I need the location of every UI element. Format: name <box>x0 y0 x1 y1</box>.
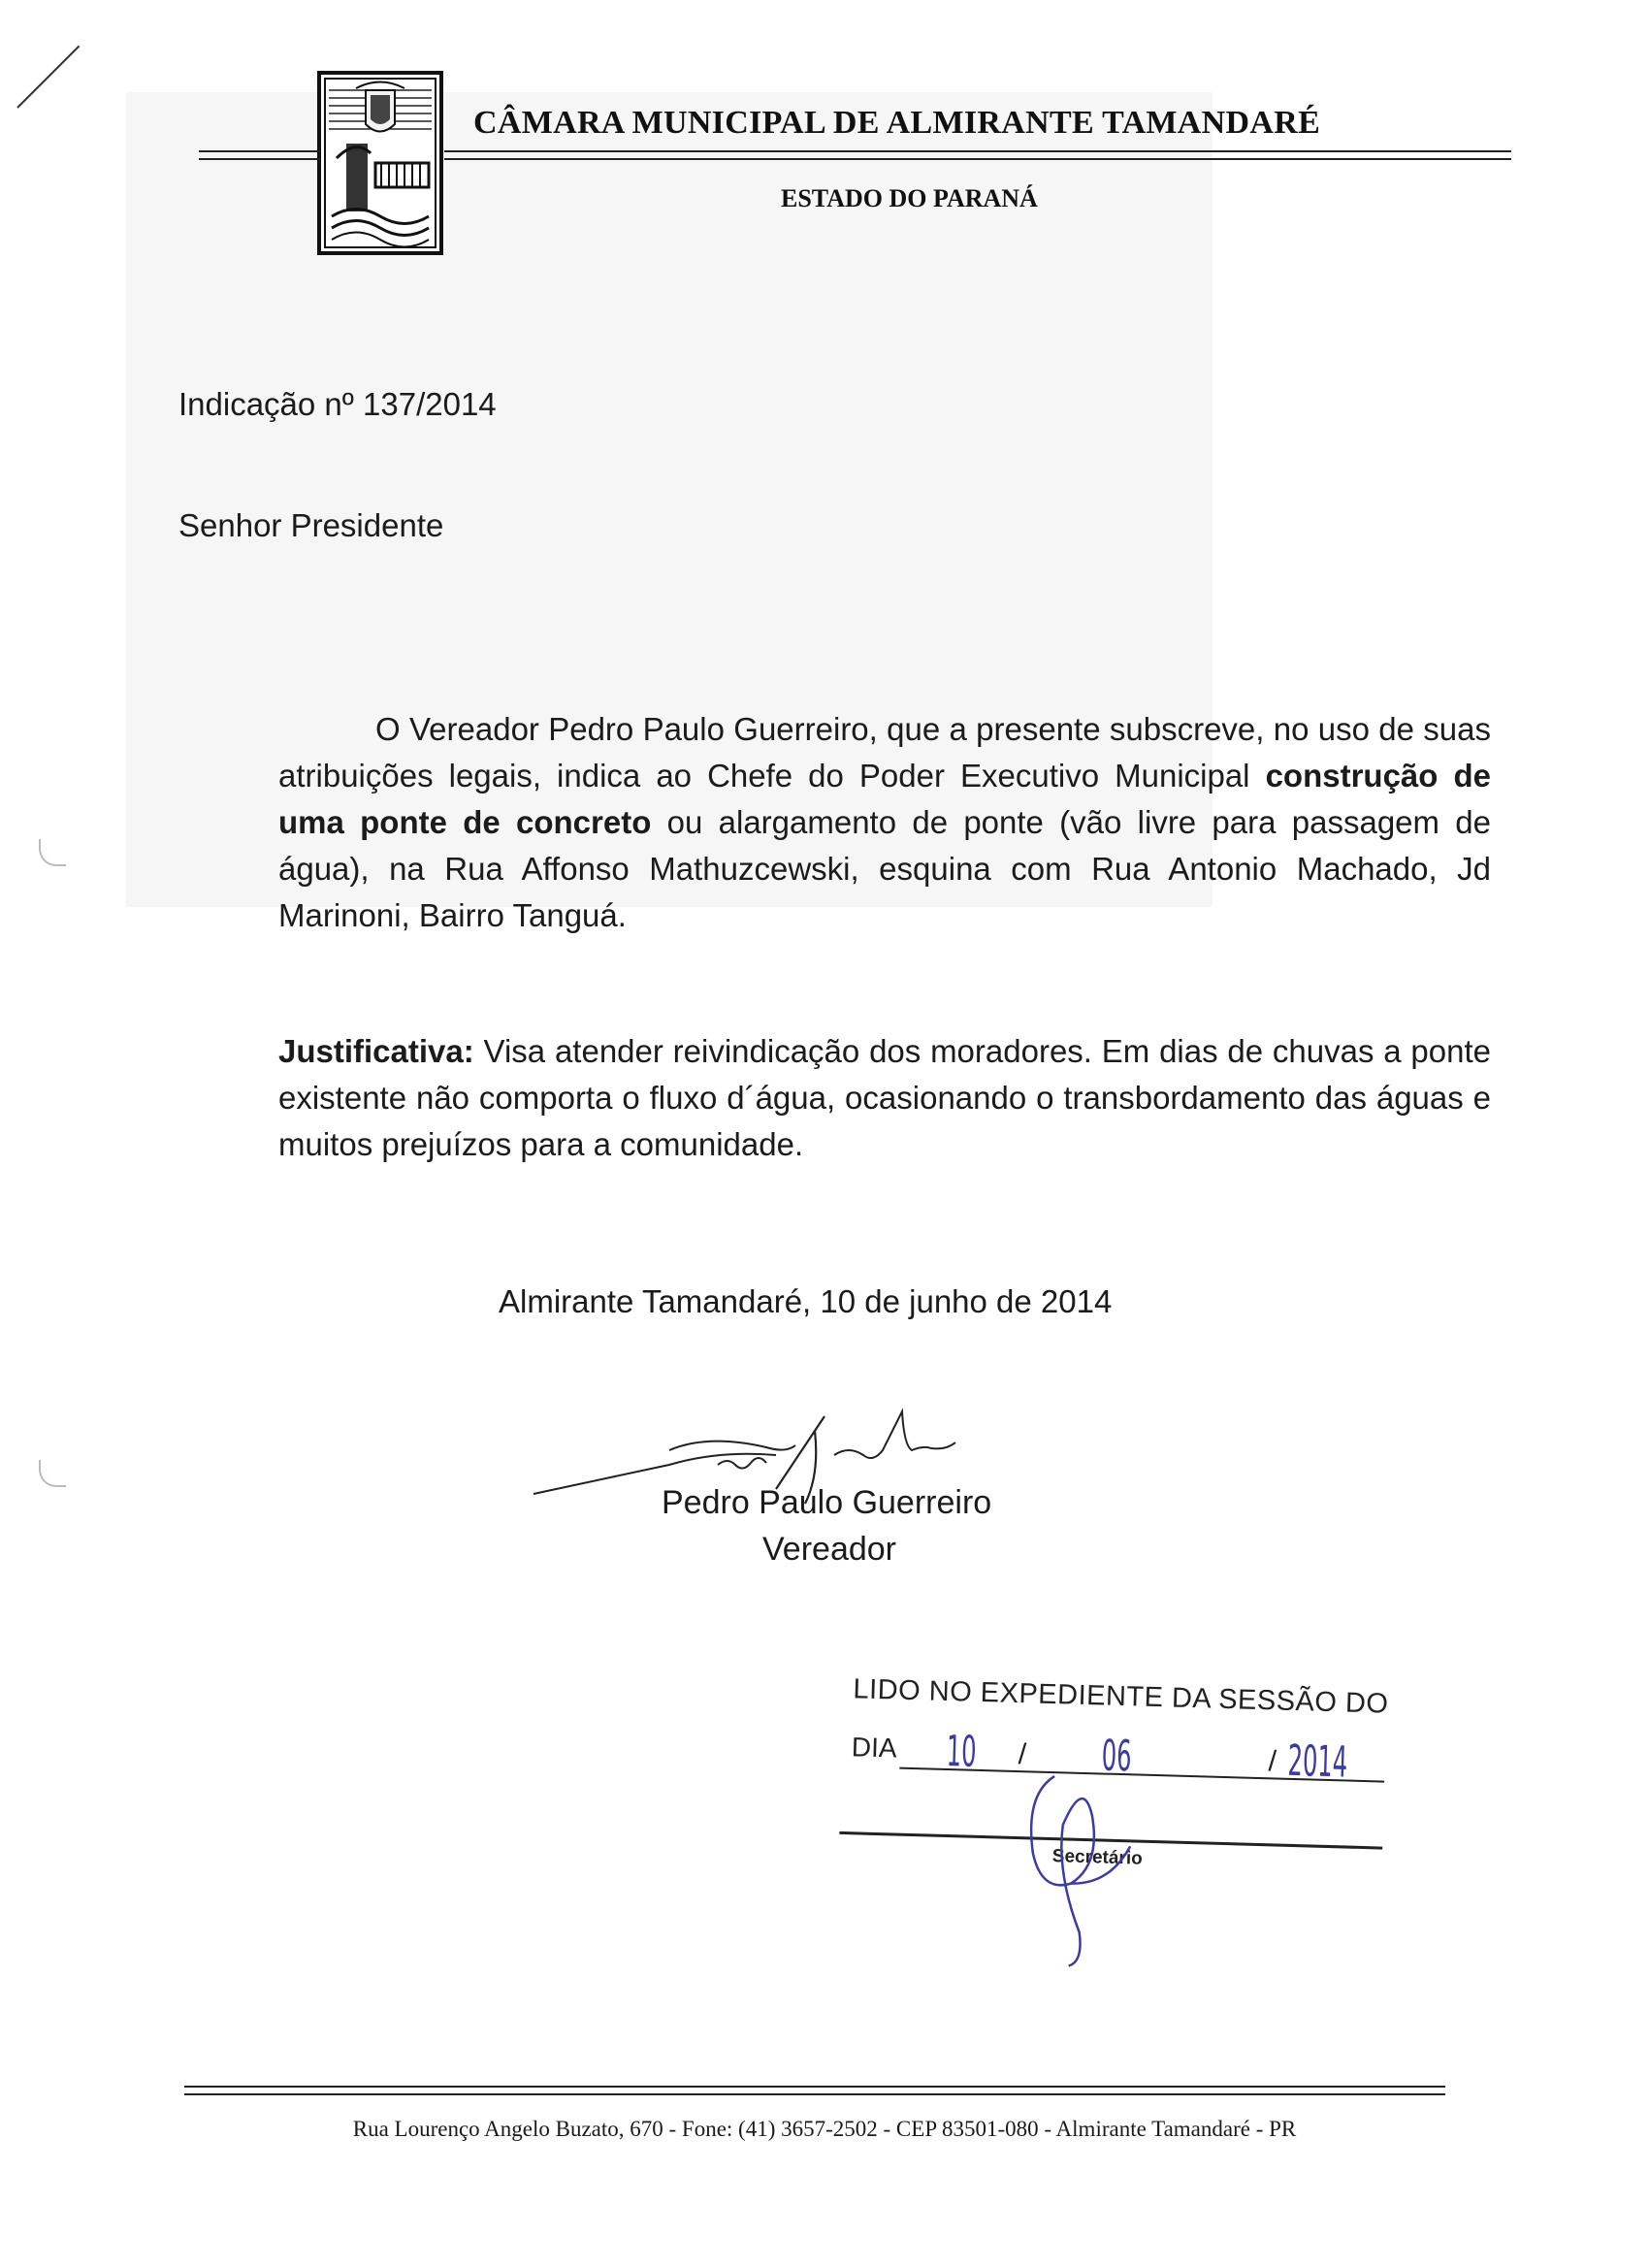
stamp-heading: LIDO NO EXPEDIENTE DA SESSÃO DO <box>853 1673 1389 1720</box>
signatory-name: Pedro Paulo Guerreiro <box>662 1484 992 1521</box>
stamp-secretary-label: Secretário <box>1051 1846 1144 1869</box>
justification-paragraph <box>278 1028 1491 1168</box>
corner-pen-mark <box>16 46 80 109</box>
justification-text: Visa atender reivindicação dos moradores. Em dias de chuvas a ponte existente não comporta o fluxo d´água, ocasionando o transbordamento das águas e muitos prejuízos para a comunidade. <box>278 1033 1491 1162</box>
header-rule-left <box>199 150 320 152</box>
document-reference: Indicação nº 137/2014 <box>178 386 497 422</box>
secretary-initials-scribble <box>1011 1736 1153 1973</box>
stamp-separator: / <box>1268 1745 1277 1778</box>
footer-rule <box>184 2086 1445 2088</box>
reading-stamp <box>836 1673 1416 1980</box>
paragraph-bold-request: construção de uma ponte de concreto <box>278 758 1491 840</box>
state-subtitle: ESTADO DO PARANÁ <box>781 184 1038 212</box>
justification-label: Justificativa: <box>278 1033 474 1069</box>
salutation: Senhor Presidente <box>178 507 444 543</box>
stamp-day-label: DIA <box>851 1732 897 1764</box>
punch-hole-mark <box>39 1460 66 1487</box>
header-rule-right <box>444 150 1511 152</box>
main-paragraph <box>278 706 1491 939</box>
punch-hole-mark <box>39 839 66 866</box>
signatory-role: Vereador <box>762 1531 896 1568</box>
paragraph-text-part1: O Vereador Pedro Paulo Guerreiro, que a presente subscreve, no uso de suas atribuições legais, indica ao Chefe do Poder Executivo Municipal <box>278 711 1491 794</box>
stamp-handwritten-year: 2014 <box>1286 1735 1348 1788</box>
municipal-coat-of-arms-icon <box>317 71 443 255</box>
place-and-date: Almirante Tamandaré, 10 de junho de 2014 <box>499 1283 1113 1319</box>
header-rule-right <box>444 158 1511 160</box>
stamp-handwritten-day: 10 <box>946 1726 978 1777</box>
footer-rule <box>184 2093 1445 2095</box>
institution-title: CÂMARA MUNICIPAL DE ALMIRANTE TAMANDARÉ <box>473 105 1321 141</box>
footer-address: Rua Lourenço Angelo Buzato, 670 - Fone: (41) 3657-2502 - CEP 83501-080 - Almirante Tamandaré - PR <box>352 2117 1297 2141</box>
stamp-handwritten-month: 06 <box>1101 1731 1133 1782</box>
header-rule-left <box>199 158 320 160</box>
paragraph-text-part2: ou alargamento de ponte (vão livre para passagem de água), na Rua Affonso Mathuzcewski, esquina com Rua Antonio Machado, Jd Marinoni, Bairro Tanguá. <box>278 804 1491 933</box>
stamp-separator: / <box>1018 1738 1027 1771</box>
